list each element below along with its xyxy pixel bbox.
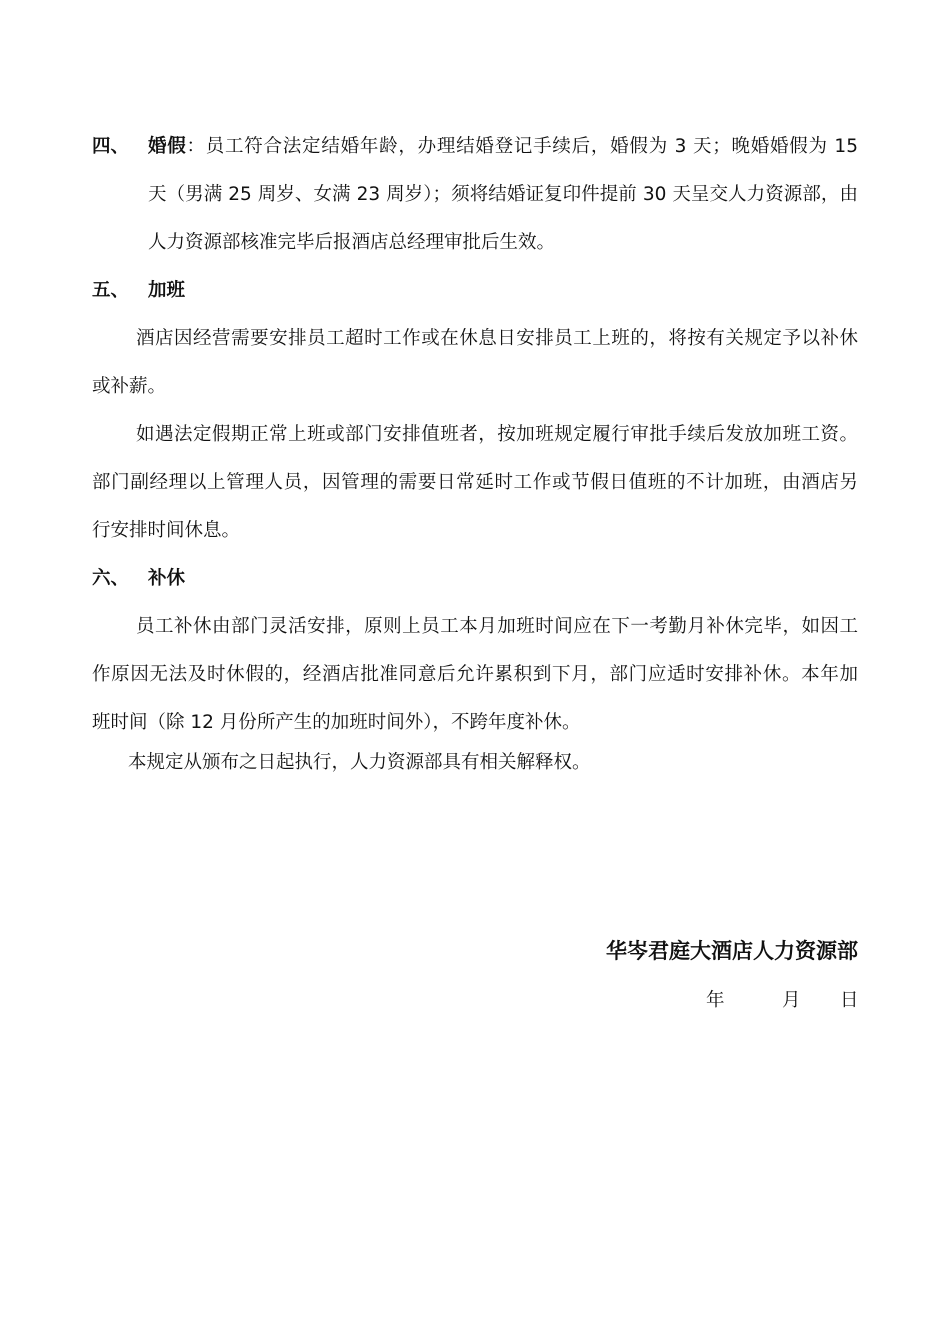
signature-month: 月 xyxy=(782,990,801,1011)
signature-department: 华岑君庭大酒店人力资源部 xyxy=(606,939,858,963)
section-compensatory-number: 六、 xyxy=(92,568,130,589)
compensatory-p1-line3: 班时间（除 12 月份所产生的加班时间外），不跨年度补休。 xyxy=(92,712,581,733)
closing-statement: 本规定从颁布之日起执行，人力资源部具有相关解释权。 xyxy=(128,752,591,773)
section-overtime-title: 加班 xyxy=(148,280,186,301)
signature-year: 年 xyxy=(706,990,725,1011)
section-compensatory-title: 补休 xyxy=(148,568,186,589)
overtime-p2-line2: 部门副经理以上管理人员，因管理的需要日常延时工作或节假日值班的不计加班，由酒店另 xyxy=(92,472,858,493)
section-marriage-title: 婚假 xyxy=(148,136,187,157)
overtime-p2-line3: 行安排时间休息。 xyxy=(92,520,241,541)
overtime-p1-line1: 酒店因经营需要安排员工超时工作或在休息日安排员工上班的，将按有关规定予以补休 xyxy=(136,328,858,349)
compensatory-p1-line1: 员工补休由部门灵活安排，原则上员工本月加班时间应在下一考勤月补休完毕，如因工 xyxy=(136,616,858,637)
overtime-p2-line1: 如遇法定假期正常上班或部门安排值班者，按加班规定履行审批手续后发放加班工资。 xyxy=(136,424,858,445)
compensatory-p1-line2: 作原因无法及时休假的，经酒店批准同意后允许累积到下月，部门应适时安排补休。本年加 xyxy=(92,664,858,685)
overtime-p1-line2: 或补薪。 xyxy=(92,376,167,397)
section-marriage-line2: 天（男满 25 周岁、女满 23 周岁）；须将结婚证复印件提前 30 天呈交人力资源部，由 xyxy=(148,184,858,205)
section-marriage-number: 四、 xyxy=(92,136,130,157)
section-marriage-line3: 人力资源部核准完毕后报酒店总经理审批后生效。 xyxy=(148,232,556,253)
section-overtime-number: 五、 xyxy=(92,280,130,301)
section-marriage-line1: 婚假：员工符合法定结婚年龄，办理结婚登记手续后，婚假为 3 天；晚婚婚假为 15 xyxy=(148,136,858,157)
signature-day: 日 xyxy=(840,990,859,1011)
